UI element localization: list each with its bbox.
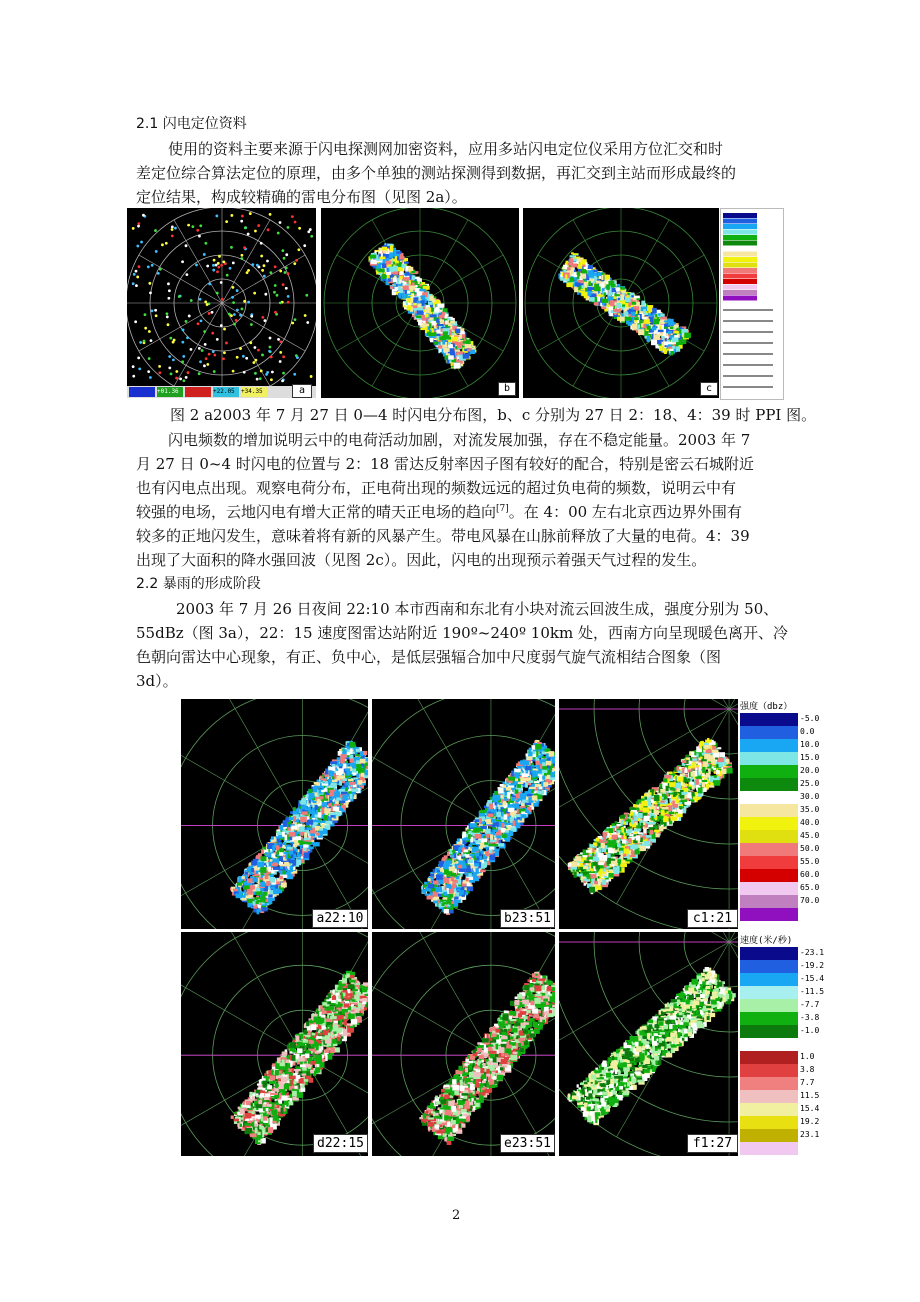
legend-swatch (740, 882, 798, 895)
legend-swatch (740, 830, 798, 843)
paragraph-line (136, 500, 742, 524)
legend-label: 23.1 (800, 1130, 820, 1139)
panel-label: b (498, 382, 516, 396)
panel-label: a (292, 384, 312, 398)
legend-entry (740, 726, 815, 739)
legend-label: 11.5 (800, 1091, 820, 1100)
legend-entry (740, 752, 820, 765)
paragraph-line: 差定位综合算法定位的原理，由多个单独的测站探测得到数据，再汇交到主站而形成最终的 (136, 164, 737, 182)
panel-label: c1:21 (687, 909, 738, 928)
reflectivity-panel-b (372, 699, 555, 929)
legend-swatch (740, 1090, 798, 1103)
legend-swatch (740, 986, 798, 999)
paragraph-line: 出现了大面积的降水强回波（见图 2c）。因此，闪电的出现预示着强天气过程的发生。 (136, 551, 707, 569)
lightning-legend-entry: +01.36 (157, 387, 183, 397)
legend-label: 25.0 (800, 779, 820, 788)
legend-label: 55.0 (800, 857, 820, 866)
legend-swatch (740, 804, 798, 817)
velocity-panel-d (181, 932, 368, 1156)
panel-label: e23:51 (500, 1134, 555, 1153)
legend-label: 35.0 (800, 805, 820, 814)
legend-entry (740, 947, 825, 960)
legend-entry (740, 1129, 820, 1142)
paragraph-line: 也有闪电点出现。观察电荷分布，正电荷出现的频数远远的超过负电荷的频数，说明云中有 (136, 479, 737, 497)
section-heading-rainstorm: 2.2 暴雨的形成阶段 (136, 576, 261, 592)
legend-swatch (740, 1038, 798, 1051)
legend-title: 速度(米/秒) (740, 936, 793, 946)
legend-swatch (740, 1012, 798, 1025)
legend-label: 50.0 (800, 844, 820, 853)
legend-label: 7.7 (800, 1078, 815, 1087)
lightning-legend-bar (127, 386, 316, 398)
legend-swatch (740, 1116, 798, 1129)
legend-swatch (740, 973, 798, 986)
legend-swatch (740, 765, 798, 778)
legend-entry (740, 1116, 820, 1129)
panel-label: f1:27 (687, 1134, 738, 1153)
legend-entry (740, 1077, 815, 1090)
legend-entry (740, 895, 820, 908)
legend-swatch (740, 1051, 798, 1064)
legend-label: 10.0 (800, 740, 820, 749)
panel-label: d22:15 (313, 1134, 368, 1153)
legend-label: 15.4 (800, 1104, 820, 1113)
paragraph-text: 。在 4：00 左右北京西边界外围有 (508, 503, 742, 521)
legend-label: -11.5 (800, 987, 825, 996)
legend-label: -19.2 (800, 961, 825, 970)
legend-swatch (740, 1103, 798, 1116)
legend-entry (740, 739, 820, 752)
lightning-distribution-map (127, 208, 316, 398)
legend-entry (740, 908, 806, 921)
velocity-panel-e (372, 932, 555, 1156)
legend-entry (740, 1025, 820, 1038)
legend-label: 0.0 (800, 727, 815, 736)
legend-entry (740, 713, 820, 726)
legend-entry (740, 791, 820, 804)
paragraph-line: 3d）。 (136, 672, 178, 690)
legend-entry (740, 1142, 806, 1155)
lightning-legend-entry: +34.35 (241, 387, 267, 397)
legend-entry (740, 960, 825, 973)
legend-entry (740, 882, 820, 895)
legend-label: 1.0 (800, 1052, 815, 1061)
legend-swatch (740, 843, 798, 856)
legend-entry (740, 1038, 806, 1051)
reflectivity-panel-a (181, 699, 368, 929)
legend-entry (740, 817, 820, 830)
legend-swatch (740, 726, 798, 739)
legend-label: -23.1 (800, 948, 825, 957)
legend-swatch (740, 869, 798, 882)
radar-ppi-panel-b (321, 208, 519, 398)
legend-swatch (740, 960, 798, 973)
legend-label: 45.0 (800, 831, 820, 840)
reflectivity-color-legend (740, 701, 820, 921)
legend-entry (740, 778, 820, 791)
legend-swatch (740, 1025, 798, 1038)
legend-label: 70.0 (800, 896, 820, 905)
legend-label: 65.0 (800, 883, 820, 892)
legend-label: -15.4 (800, 974, 825, 983)
radar-ppi-panel-c (523, 208, 719, 398)
paragraph-text: 较强的电场，云地闪电有增大正常的晴天正电场的趋向 (136, 503, 497, 521)
legend-swatch (740, 791, 798, 804)
paragraph-line: 使用的资料主要来源于闪电探测网加密资料，应用多站闪电定位仪采用方位汇交和时 (168, 140, 724, 158)
paragraph-line: 定位结果，构成较精确的雷电分布图（见图 2a）。 (136, 188, 467, 206)
velocity-color-legend (740, 935, 825, 1155)
panel-label: a22:10 (312, 909, 368, 928)
section-heading-lightning: 2.1 闪电定位资料 (136, 116, 247, 132)
legend-label: 3.8 (800, 1065, 815, 1074)
paragraph-line: 55dBz（图 3a），22：15 速度图雷达站附近 190º~240º 10km 处，西南方向呈现暖色离开、冷 (136, 624, 788, 642)
panel-label: b23:51 (500, 909, 555, 928)
legend-swatch (740, 856, 798, 869)
legend-entry (740, 1103, 820, 1116)
legend-entry (740, 973, 825, 986)
paragraph-line: 较多的正地闪发生，意味着将有新的风暴产生。带电风暴在山脉前释放了大量的电荷。4：39 (136, 527, 750, 545)
legend-label: -5.0 (800, 714, 820, 723)
legend-entry (740, 856, 820, 869)
legend-entry (740, 1051, 815, 1064)
legend-swatch (740, 739, 798, 752)
legend-swatch (740, 713, 798, 726)
legend-label: -3.8 (800, 1013, 820, 1022)
reflectivity-panel-c (559, 699, 738, 929)
legend-label: 15.0 (800, 753, 820, 762)
legend-label: 19.2 (800, 1117, 820, 1126)
panel-label: c (700, 382, 718, 396)
page-number: 2 (452, 1208, 461, 1223)
legend-swatch (740, 1077, 798, 1090)
legend-swatch (740, 947, 798, 960)
legend-entry (740, 1090, 820, 1103)
legend-swatch (740, 908, 798, 921)
legend-entry (740, 869, 820, 882)
legend-entry (740, 1012, 820, 1025)
legend-title: 强度（dbz） (740, 702, 793, 712)
paragraph-line: 2003 年 7 月 26 日夜间 22:10 本市西南和东北有小块对流云回波生成，强度分别为 50、 (176, 600, 779, 618)
legend-label: 30.0 (800, 792, 820, 801)
legend-label: 60.0 (800, 870, 820, 879)
legend-entry (740, 765, 820, 778)
paragraph-line: 色朝向雷达中心现象，有正、负中心，是低层强辐合加中尺度弱气旋气流相结合图象（图 (136, 648, 722, 666)
paragraph-line: 闪电频数的增加说明云中的电荷活动加剧，对流发展加强，存在不稳定能量。2003 年 7 (168, 431, 751, 449)
legend-swatch (740, 999, 798, 1012)
legend-swatch (740, 1129, 798, 1142)
velocity-panel-f (559, 932, 738, 1156)
legend-entry (740, 830, 820, 843)
legend-swatch (740, 752, 798, 765)
legend-entry (740, 1064, 815, 1077)
legend-label: -7.7 (800, 1000, 820, 1009)
lightning-legend-entry: +22.05 (213, 387, 239, 397)
legend-swatch (740, 1142, 798, 1155)
legend-entry (740, 999, 820, 1012)
legend-label: 20.0 (800, 766, 820, 775)
legend-swatch (740, 895, 798, 908)
legend-entry (740, 843, 820, 856)
figure2-caption: 图 2 a2003 年 7 月 27 日 0—4 时闪电分布图，b、c 分别为 27 日 2：18、4：39 时 PPI 图。 (170, 406, 817, 424)
legend-swatch (740, 1064, 798, 1077)
legend-entry (740, 804, 820, 817)
reference-marker: [7] (496, 504, 509, 514)
legend-swatch (740, 778, 798, 791)
legend-label: 40.0 (800, 818, 820, 827)
legend-label: -1.0 (800, 1026, 820, 1035)
legend-swatch (740, 817, 798, 830)
legend-entry (740, 986, 825, 999)
radar-info-legend (720, 208, 784, 400)
paragraph-line: 月 27 日 0~4 时闪电的位置与 2：18 雷达反射率因子图有较好的配合，特别是密云石城附近 (136, 455, 754, 473)
